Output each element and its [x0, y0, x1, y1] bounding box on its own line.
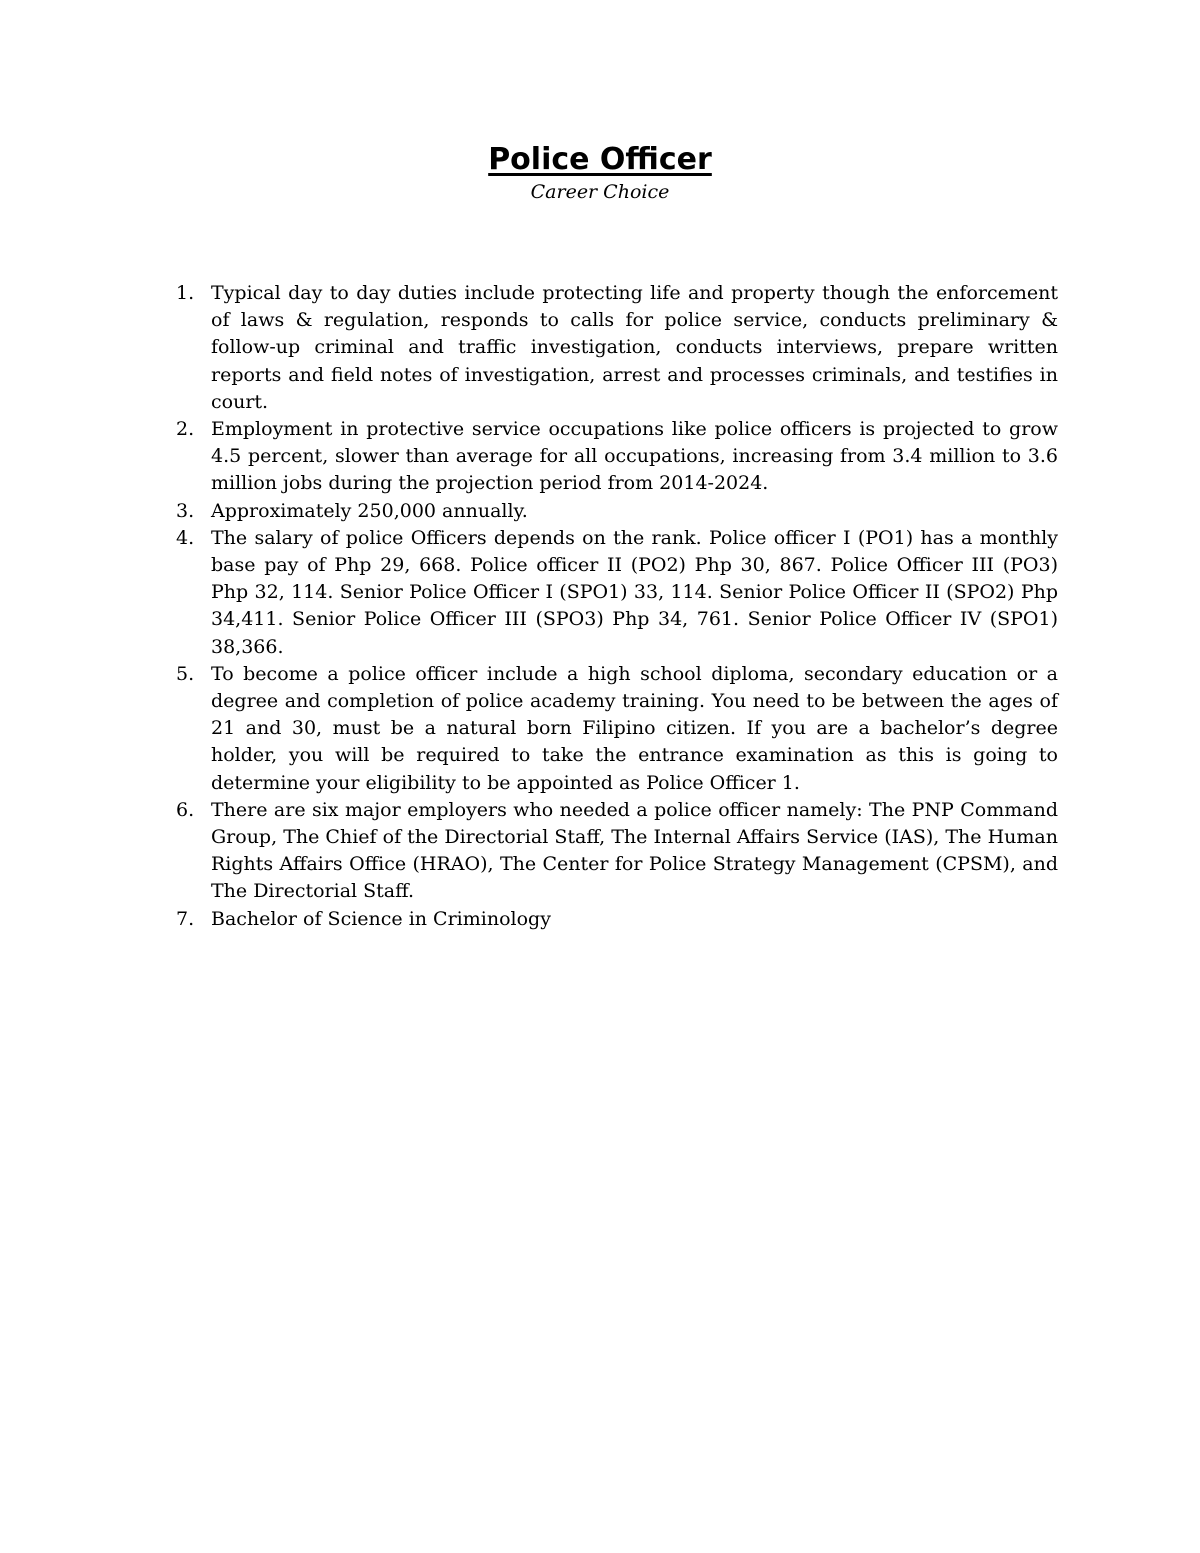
list-item-number: 6. — [176, 798, 195, 821]
list-item-number: 2. — [176, 418, 195, 441]
page-subtitle: Career Choice — [530, 181, 670, 203]
list-item-text: Approximately 250,000 annually. — [211, 499, 528, 522]
list-item — [168, 797, 1058, 906]
list-item-number: 4. — [176, 526, 195, 549]
list-item-number: 3. — [176, 499, 195, 522]
list-item-text: Bachelor of Science in Criminology — [211, 907, 551, 930]
numbered-list — [168, 280, 1058, 933]
list-item-text: Typical day to day duties include protecting life and property though the enforcement of laws & regulation, responds to calls for police service, conducts preliminary & follow-up criminal and traffic investigation, conducts interviews, prepare written reports and field notes of investigation, arrest and processes criminals, and testifies in court. — [211, 282, 1058, 413]
list-item-text: To become a police officer include a high school diploma, secondary education or a degree and completion of police academy training. You need to be between the ages of 21 and 30, must be a natural born Filipino citizen. If you are a bachelor’s degree holder, you will be required to take the entrance examination as this is going to determine your eligibility to be appointed as Police Officer 1. — [211, 662, 1058, 794]
list-item — [168, 525, 1058, 661]
list-item — [168, 416, 1058, 498]
list-item — [168, 498, 1058, 525]
list-item-text: Employment in protective service occupations like police officers is projected to grow 4.5 percent, slower than average for all occupations, increasing from 3.4 million to 3.6 million jobs during the projection period from 2014-2024. — [211, 418, 1058, 495]
page-title: Police Officer — [488, 142, 712, 177]
list-item-text: There are six major employers who needed a police officer namely: The PNP Command Group, The Chief of the Directorial Staff, The Internal Affairs Service (IAS), The Human Rights Affairs Office (HRAO), The Center for Police Strategy Management (CPSM), and The Directorial Staff. — [211, 798, 1058, 903]
list-item — [168, 280, 1058, 416]
list-item — [168, 661, 1058, 797]
list-item-text: The salary of police Officers depends on the rank. Police officer I (PO1) has a monthly base pay of Php 29, 668. Police officer II (PO2) Php 30, 867. Police Officer III (PO3) Php 32, 114. Senior Police Officer I (SPO1) 33, 114. Senior Police Officer II (SPO2) Php 34,411. Senior Police Officer III (SPO3) Php 34, 761. Senior Police Officer IV (SPO1) 38,366. — [211, 526, 1058, 658]
list-item-number: 1. — [176, 282, 195, 304]
list-item-number: 5. — [176, 662, 195, 685]
list-item-number: 7. — [176, 907, 195, 930]
list-item — [168, 906, 1058, 933]
